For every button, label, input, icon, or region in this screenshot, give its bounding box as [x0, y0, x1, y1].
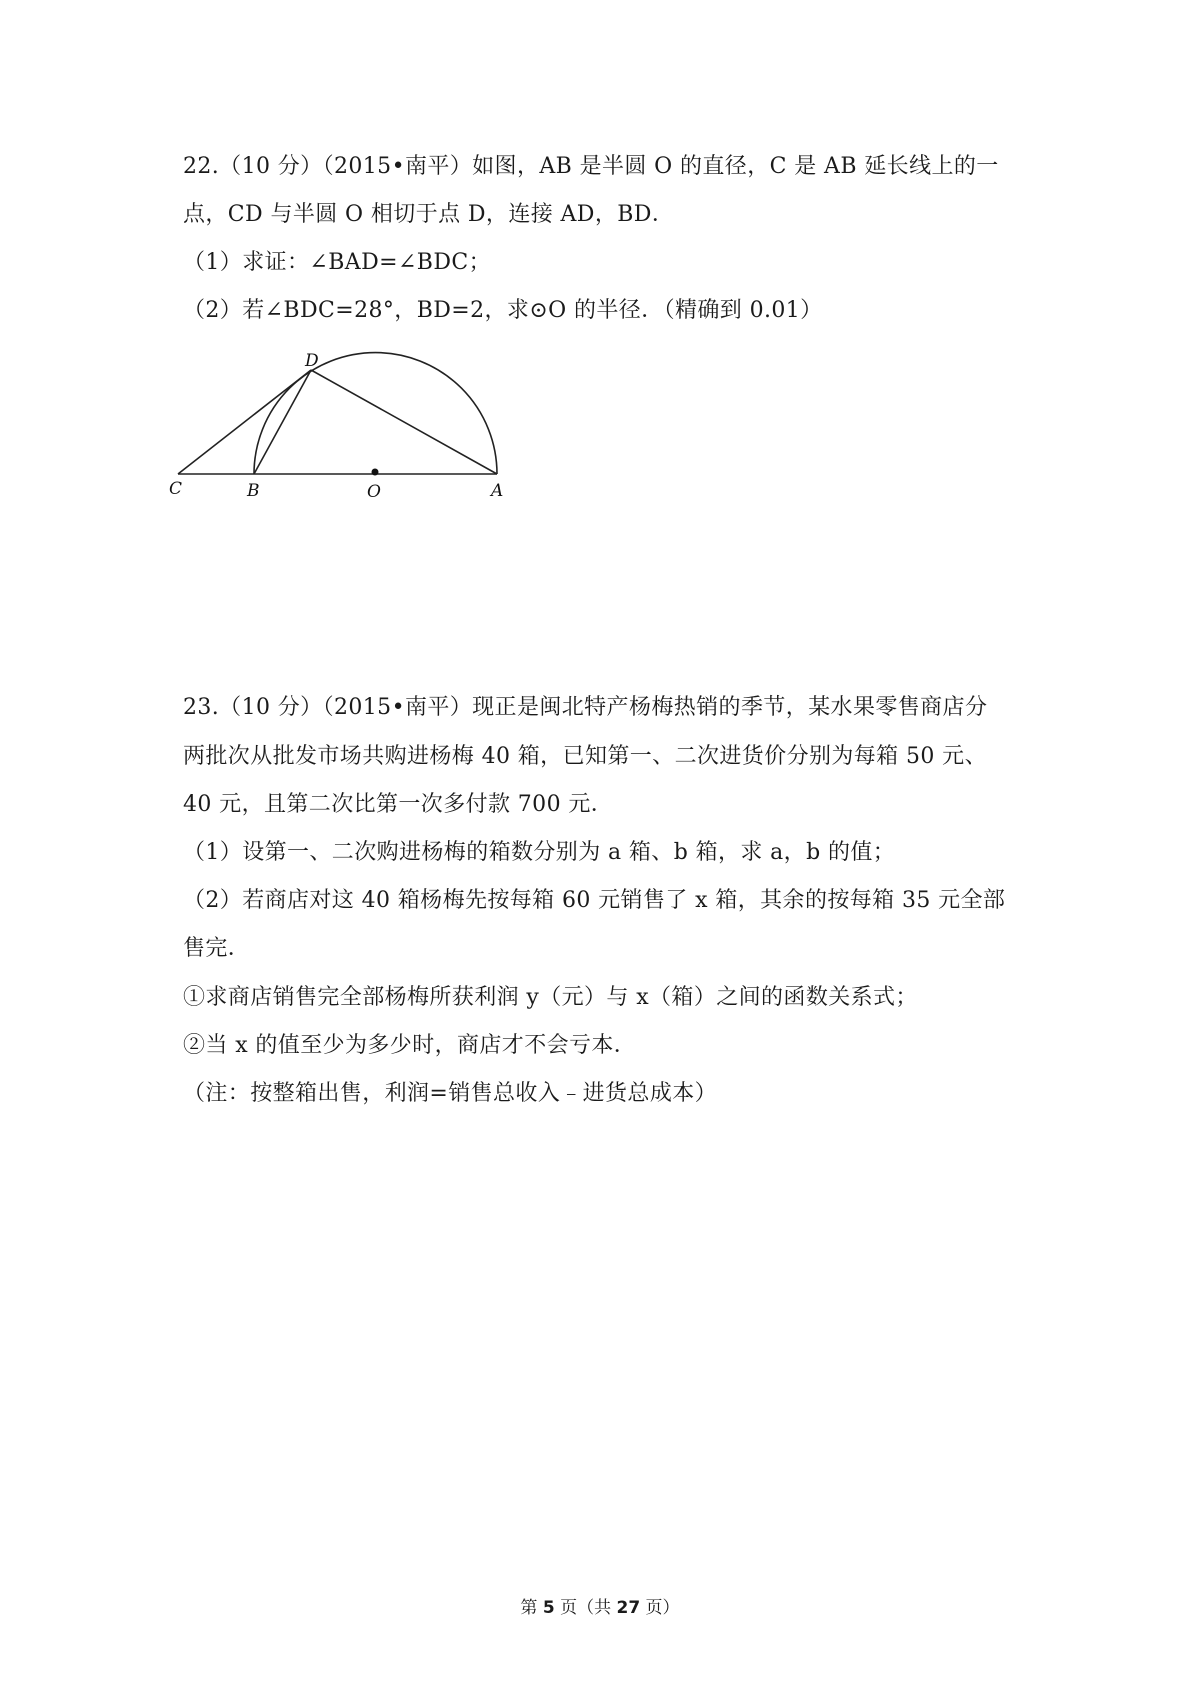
footer-page-number: 5	[542, 1598, 555, 1618]
q22-part-1: （1）求证：∠BAD=∠BDC；	[183, 250, 492, 275]
footer-total-pages: 27	[616, 1598, 641, 1618]
q23-line-1: 23.（10 分）（2015•南平）现正是闽北特产杨梅热销的季节，某水果零售商店分	[183, 695, 988, 720]
q23-part-2-line-2: 售完．	[183, 936, 251, 961]
label-c: C	[169, 479, 183, 499]
q23-sub-1: ①求商店销售完全部杨梅所获利润 y（元）与 x（箱）之间的函数关系式；	[183, 985, 918, 1010]
q23-line-2: 两批次从批发市场共购进杨梅 40 箱，已知第一、二次进货价分别为每箱 50 元、	[183, 744, 987, 769]
semicircle-figure	[169, 350, 515, 502]
center-point-o	[372, 469, 379, 476]
q22-line-2: 点，CD 与半圆 O 相切于点 D，连接 AD，BD．	[183, 202, 675, 227]
label-d: D	[305, 351, 319, 371]
q23-part-2-line-1: （2）若商店对这 40 箱杨梅先按每箱 60 元销售了 x 箱，其余的按每箱 35 元全部	[183, 888, 1006, 913]
q23-line-3: 40 元，且第二次比第一次多付款 700 元．	[183, 792, 614, 817]
footer-middle: 页（共	[554, 1598, 617, 1618]
q23-sub-2: ②当 x 的值至少为多少时，商店才不会亏本．	[183, 1033, 637, 1058]
line-cd	[178, 370, 311, 474]
page-footer	[0, 1596, 1200, 1620]
label-o: O	[367, 482, 381, 502]
line-db	[254, 370, 311, 474]
q23-part-1: （1）设第一、二次购进杨梅的箱数分别为 a 箱、b 箱，求 a，b 的值；	[183, 840, 896, 865]
footer-prefix: 第	[520, 1598, 543, 1618]
q22-part-2: （2）若∠BDC=28°，BD=2，求⊙O 的半径．（精确到 0.01）	[183, 298, 823, 323]
label-a: A	[491, 481, 504, 501]
q22-line-1: 22.（10 分）（2015•南平）如图，AB 是半圆 O 的直径，C 是 AB 延长线上的一	[183, 154, 999, 179]
q23-note: （注：按整箱出售，利润=销售总收入﹣进货总成本）	[183, 1081, 718, 1106]
geometry-diagram	[169, 350, 515, 502]
line-da	[311, 370, 497, 474]
label-b: B	[247, 481, 260, 501]
semicircle-arc	[254, 353, 497, 474]
footer-suffix: 页）	[640, 1598, 680, 1618]
